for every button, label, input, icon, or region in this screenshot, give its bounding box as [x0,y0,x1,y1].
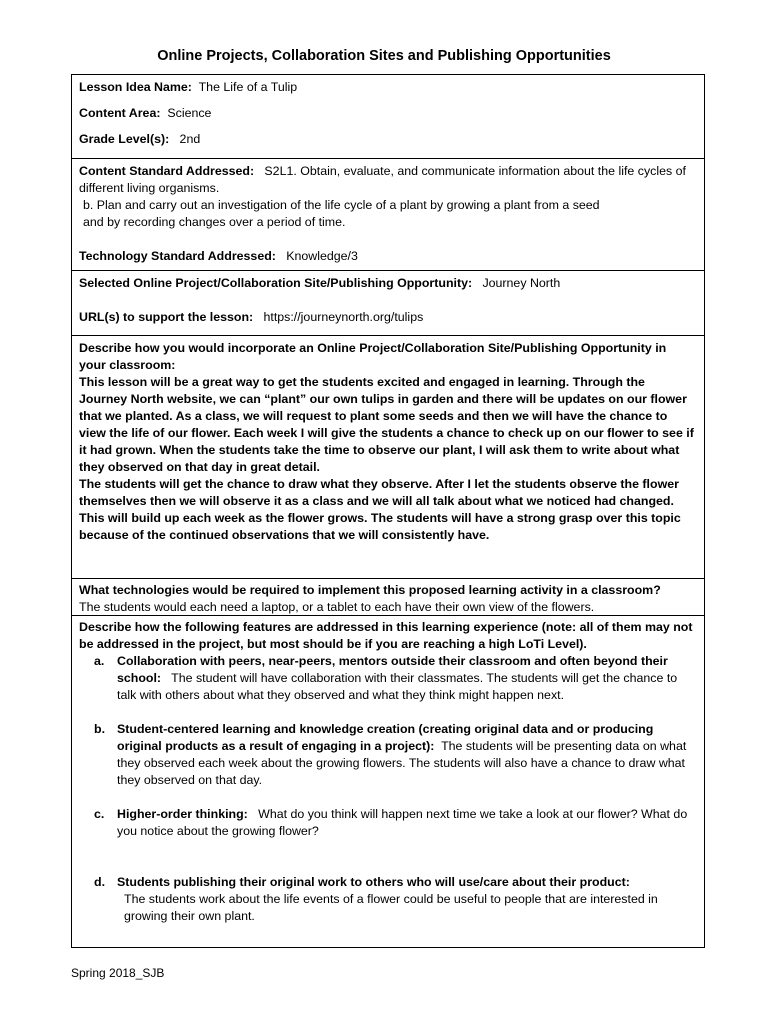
footer-label: Spring 2018_SJB [71,966,165,980]
content-standard-b: b. Plan and carry out an investigation of the life cycle of a plant by growing a plant from a seed and by recording changes over a period of time. [83,198,600,229]
feature-item-d: d. Students publishing their original work to others who will use/care about their product: The students work about the life events of a flower could be useful to people that are interested in growing their own plant. [94,875,658,923]
feature-item-c: c. Higher-order thinking: What do you think will happen next time we take a look at our flower? What do you notice about the growing flower? [94,807,688,838]
standards-row [72,158,704,270]
incorporation-para-1: This lesson will be a great way to get the students excited and engaged in learning. Through the Journey North website, we can “plant” our own tulips in garden and there will be updates on our flower that we planted. As a class, we will request to plant some seeds and then we will have the chance to view the life of our flower. Each week I will give the students a chance to check up on our flower to see if it had grown. When the students take the time to observe our plant, I will ask them to write about what they observed on that day in great detail. [79,375,694,474]
feature-item-b: b. Student-centered learning and knowledge creation (creating original data and or producing original products as a result of engaging in a project): The students will be presenting data on what they observed each week about the growing flowers. The students will also have a chance to draw what they observed on that day. [94,722,687,787]
grade-level: Grade Level(s): 2nd [79,132,201,146]
incorporation-prompt: Describe how you would incorporate an Online Project/Collaboration Site/Publishing Opportunity in your classroom: [79,341,667,372]
selected-site: Selected Online Project/Collaboration Site/Publishing Opportunity: Journey North [79,276,561,290]
technology-standard: Technology Standard Addressed: Knowledge/3 [79,249,358,263]
lesson-plan-table [71,74,705,948]
page-title: Online Projects, Collaboration Sites and Publishing Opportunities [157,48,611,64]
lesson-url: URL(s) to support the lesson: https://journeynorth.org/tulips [79,310,424,324]
lesson-info-row [72,75,704,158]
technologies-answer: The students would each need a laptop, or a tablet to each have their own view of the flowers. [79,600,595,614]
incorporation-para-2: The students will get the chance to draw what they observe. After I let the students observe the flower themselves then we will observe it as a class and we will all talk about what we noticed had changed. This will build up each week as the flower grows. The students will have a strong grasp over this topic because of the continued observations that we will consistently have. [79,477,681,542]
incorporation-row [72,335,704,578]
technologies-row [72,578,704,615]
technologies-prompt: What technologies would be required to implement this proposed learning activity in a classroom? [79,583,661,597]
content-standard: Content Standard Addressed: S2L1. Obtain, evaluate, and communicate information about the life cycles of different living organisms. [79,164,686,195]
features-prompt: Describe how the following features are addressed in this learning experience (note: all of them may not be addressed in the project, but most should be if you are reaching a high LoTi Level). [79,620,693,651]
project-row [72,270,704,335]
feature-item-a: a. Collaboration with peers, near-peers, mentors outside their classroom and often beyond their school: The student will have collaboration with their classmates. The students will get the chance to talk with others about what they observed and what they think might happen next. [94,654,678,702]
content-area: Content Area: Science [79,106,212,120]
lesson-name: Lesson Idea Name: The Life of a Tulip [79,80,298,94]
features-row [72,615,704,947]
